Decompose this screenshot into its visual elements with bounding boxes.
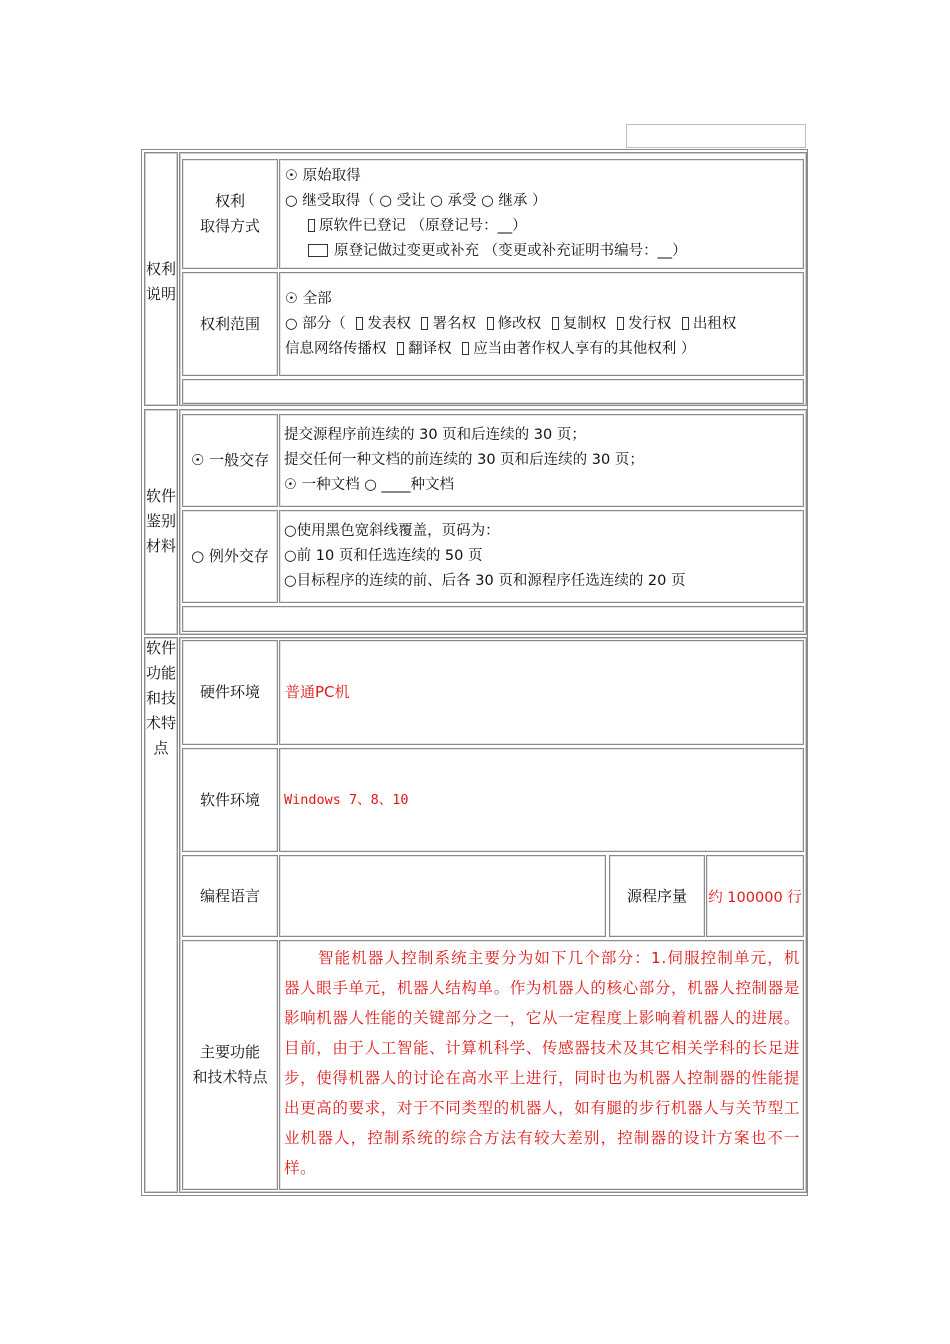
checkbox-icon[interactable] (617, 317, 624, 330)
scope-item-network: 信息网络传播权 (285, 341, 387, 357)
general-deposit-doc-options[interactable]: ☉ 一种文档 ○ ____种文档 (284, 477, 454, 493)
checkbox-icon[interactable] (421, 317, 428, 330)
software-label: 软件环境 (199, 790, 260, 809)
acquire-inherit-option[interactable]: ○ 继受取得（ ○ 受让 ○ 承受 ○ 继承 ） (285, 193, 547, 209)
scope-partial-option (285, 312, 736, 337)
hardware-value-cell (279, 640, 804, 745)
source-size-label-cell (609, 855, 705, 937)
identification-section-label (144, 484, 178, 559)
exception-deposit-line2[interactable]: ○前 10 页和任选连续的 50 页 (284, 548, 483, 564)
rights-section-label (144, 257, 178, 307)
checkbox-icon[interactable] (552, 317, 559, 330)
scope-partial-prefix[interactable]: ○ 部分（ (285, 316, 346, 332)
general-deposit-line1: 提交源程序前连续的 30 页和后连续的 30 页； (284, 427, 586, 443)
main-features-label-cell (182, 940, 278, 1190)
general-deposit-line2: 提交任何一种文档的前连续的 30 页和后连续的 30 页； (284, 452, 644, 468)
language-value-cell (279, 855, 606, 937)
exception-deposit-option[interactable]: ○ 例外交存 (191, 547, 269, 565)
acquire-registered-text: 原软件已登记 （原登记号：__） (319, 218, 527, 234)
acquire-registered-option[interactable] (308, 214, 527, 239)
scope-label: 权利范围 (199, 314, 260, 333)
checkbox-icon[interactable] (397, 342, 404, 355)
acquire-label-line1: 权利 (214, 192, 245, 210)
hardware-label: 硬件环境 (199, 683, 260, 701)
exception-deposit-line3[interactable]: ○目标程序的连续的前、后各 30 页和源程序任选连续的 20 页 (284, 573, 686, 589)
software-value: Windows 7、8、10 (284, 792, 409, 808)
acquire-label-line2: 取得方式 (199, 217, 260, 235)
source-size-value-cell (706, 855, 804, 937)
scope-item-other: 应当由著作权人享有的其他权利 ） (473, 341, 696, 357)
identification-spacer-cell (182, 606, 804, 632)
scope-item-publish: 发表权 (367, 316, 411, 332)
language-label-cell (182, 855, 278, 937)
checkbox-icon[interactable] (487, 317, 494, 330)
main-features-text: 智能机器人控制系统主要分为如下几个部分：1.伺服控制单元，机器人眼手单元，机器人结构单。作为机器人的核心部分，机器人控制器是影响机器人性能的关键部分之一，它从一定程度上影响着机器人的进展。目前，由于人工智能、计算机科学、传感器技术及其它相关学科的长足进步，使得机器人的讨论在高水平上进行，同时也为机器人控制器的性能提出更高的要求，对于不同类型的机器人，如有腿的步行机器人与关节型工业机器人，控制系统的综合方法有较大差别，控制器的设计方案也不一样。 (284, 949, 800, 1177)
language-label: 编程语言 (199, 886, 260, 905)
scope-item-distribute: 发行权 (627, 316, 672, 332)
features-section-label (144, 636, 178, 761)
scope-item-copy: 复制权 (562, 316, 607, 332)
main-features-label-line2: 和技术特点 (192, 1068, 268, 1086)
checkbox-icon[interactable] (356, 317, 363, 330)
rights-section-label-text: 权利说明 (145, 260, 176, 303)
source-size-label: 源程序量 (626, 886, 687, 905)
source-size-value: 约 100000 行 (708, 889, 802, 906)
software-label-cell (182, 748, 278, 852)
acquire-changed-text: 原登记做过变更或补充 （变更或补充证明书编号：__） (334, 243, 687, 259)
checkbox-icon[interactable] (462, 342, 469, 355)
hardware-label-cell (182, 640, 278, 745)
general-deposit-label-cell (182, 414, 278, 507)
acquire-label-cell (182, 159, 278, 269)
exception-deposit-line1[interactable]: ○使用黑色宽斜线覆盖，页码为： (284, 523, 500, 539)
top-field-box (626, 124, 806, 148)
general-deposit-option[interactable]: ☉ 一般交存 (190, 451, 270, 469)
scope-item-translate: 翻译权 (408, 341, 452, 357)
scope-partial-line2 (285, 337, 695, 362)
rights-spacer-cell (182, 379, 804, 404)
checkbox-icon[interactable] (682, 317, 689, 330)
main-features-label-line1: 主要功能 (199, 1043, 260, 1061)
acquire-original-option[interactable]: ☉ 原始取得 (285, 168, 361, 184)
identification-section-label-text: 软件鉴别材料 (145, 487, 176, 555)
checkbox-icon[interactable] (308, 219, 315, 232)
scope-label-cell (182, 272, 278, 376)
acquire-changed-option[interactable] (308, 239, 687, 264)
scope-item-modify: 修改权 (497, 316, 542, 332)
scope-item-attribution: 署名权 (432, 316, 476, 332)
hardware-value: 普通PC机 (285, 683, 350, 701)
features-section-label-text: 软件功能和技术特点 (145, 639, 176, 757)
checkbox-icon[interactable] (308, 244, 328, 257)
exception-deposit-label-cell (182, 510, 278, 603)
scope-item-rent: 出租权 (692, 316, 737, 332)
scope-all-option[interactable]: ☉ 全部 (285, 291, 332, 307)
